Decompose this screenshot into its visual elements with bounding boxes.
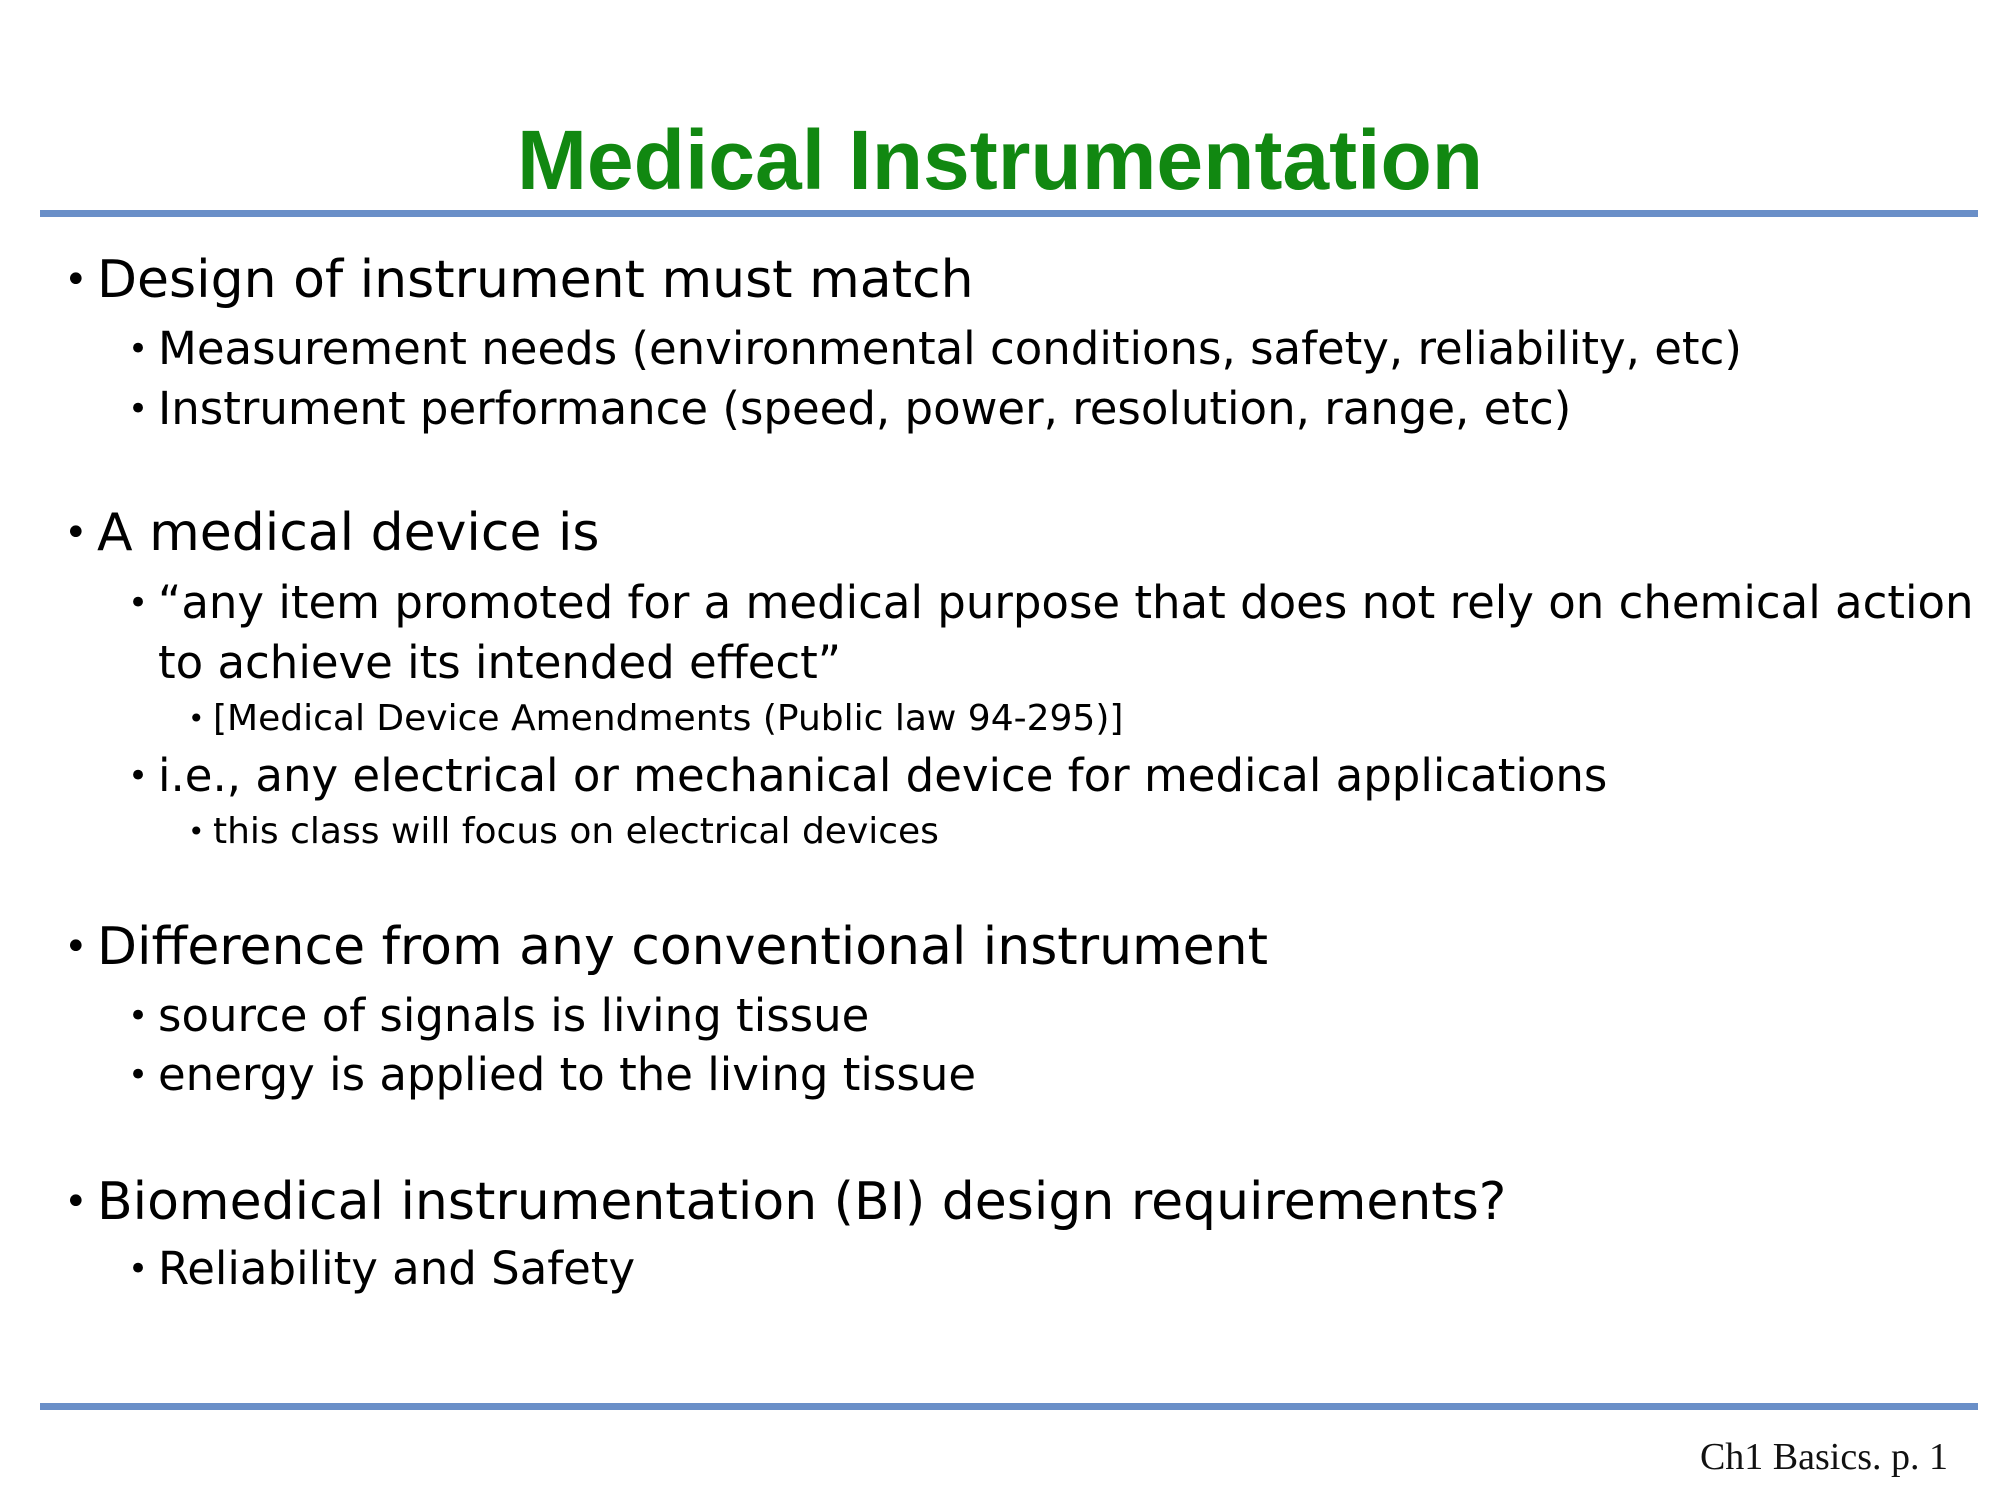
bullet-item bbox=[64, 250, 974, 310]
bullet-text: A medical device is bbox=[97, 503, 600, 563]
bullet-icon: • bbox=[128, 583, 149, 623]
bullet-icon: • bbox=[64, 924, 88, 970]
slide-title: Medical Instrumentation bbox=[516, 113, 1484, 207]
sub-bullet-item bbox=[128, 749, 1608, 803]
sub-sub-bullet-item bbox=[188, 697, 1124, 741]
bullet-icon: • bbox=[64, 510, 88, 556]
bullet-text: Difference from any conventional instrument bbox=[97, 917, 1269, 977]
bullet-text: Instrument performance (speed, power, resolution, range, etc) bbox=[158, 382, 1572, 435]
bullet-text: “any item promoted for a medical purpose that does not rely on chemical action bbox=[158, 576, 1974, 629]
bullet-text: energy is applied to the living tissue bbox=[158, 1048, 977, 1101]
bullet-text: to achieve its intended effect” bbox=[158, 636, 842, 689]
bullet-icon: • bbox=[128, 1055, 149, 1095]
bullet-item bbox=[64, 503, 600, 563]
bullet-icon: • bbox=[188, 815, 205, 848]
bullet-text: Design of instrument must match bbox=[97, 250, 974, 310]
bullet-text: Reliability and Safety bbox=[158, 1242, 636, 1295]
sub-bullet-item bbox=[128, 989, 870, 1043]
bullet-item bbox=[64, 1172, 1507, 1232]
sub-bullet-continuation bbox=[158, 636, 841, 690]
sub-bullet-item bbox=[128, 576, 1974, 630]
bullet-text: this class will focus on electrical devices bbox=[213, 811, 939, 852]
bullet-text: i.e., any electrical or mechanical device for medical applications bbox=[158, 749, 1608, 802]
bullet-icon: • bbox=[128, 329, 149, 369]
sub-bullet-item bbox=[128, 322, 1742, 376]
sub-bullet-item bbox=[128, 1242, 636, 1296]
bullet-icon: • bbox=[64, 1179, 88, 1225]
bullet-text: Biomedical instrumentation (BI) design requirements? bbox=[97, 1172, 1507, 1232]
sub-sub-bullet-item bbox=[188, 810, 939, 854]
bullet-icon: • bbox=[128, 756, 149, 796]
sub-bullet-item bbox=[128, 1048, 977, 1102]
bullet-text: source of signals is living tissue bbox=[158, 989, 870, 1042]
bullet-icon: • bbox=[128, 996, 149, 1036]
bullet-icon: • bbox=[128, 389, 149, 429]
bullet-icon: • bbox=[188, 702, 205, 735]
bullet-text: Measurement needs (environmental conditions, safety, reliability, etc) bbox=[158, 322, 1742, 375]
bullet-icon: • bbox=[64, 257, 88, 303]
slide-footer: Ch1 Basics. p. 1 bbox=[1699, 1436, 1948, 1478]
bullet-icon: • bbox=[128, 1249, 149, 1289]
bullet-item bbox=[64, 917, 1269, 977]
footer-divider bbox=[40, 1403, 1978, 1410]
sub-bullet-item bbox=[128, 382, 1572, 436]
bullet-text: [Medical Device Amendments (Public law 94-295)] bbox=[213, 698, 1124, 739]
